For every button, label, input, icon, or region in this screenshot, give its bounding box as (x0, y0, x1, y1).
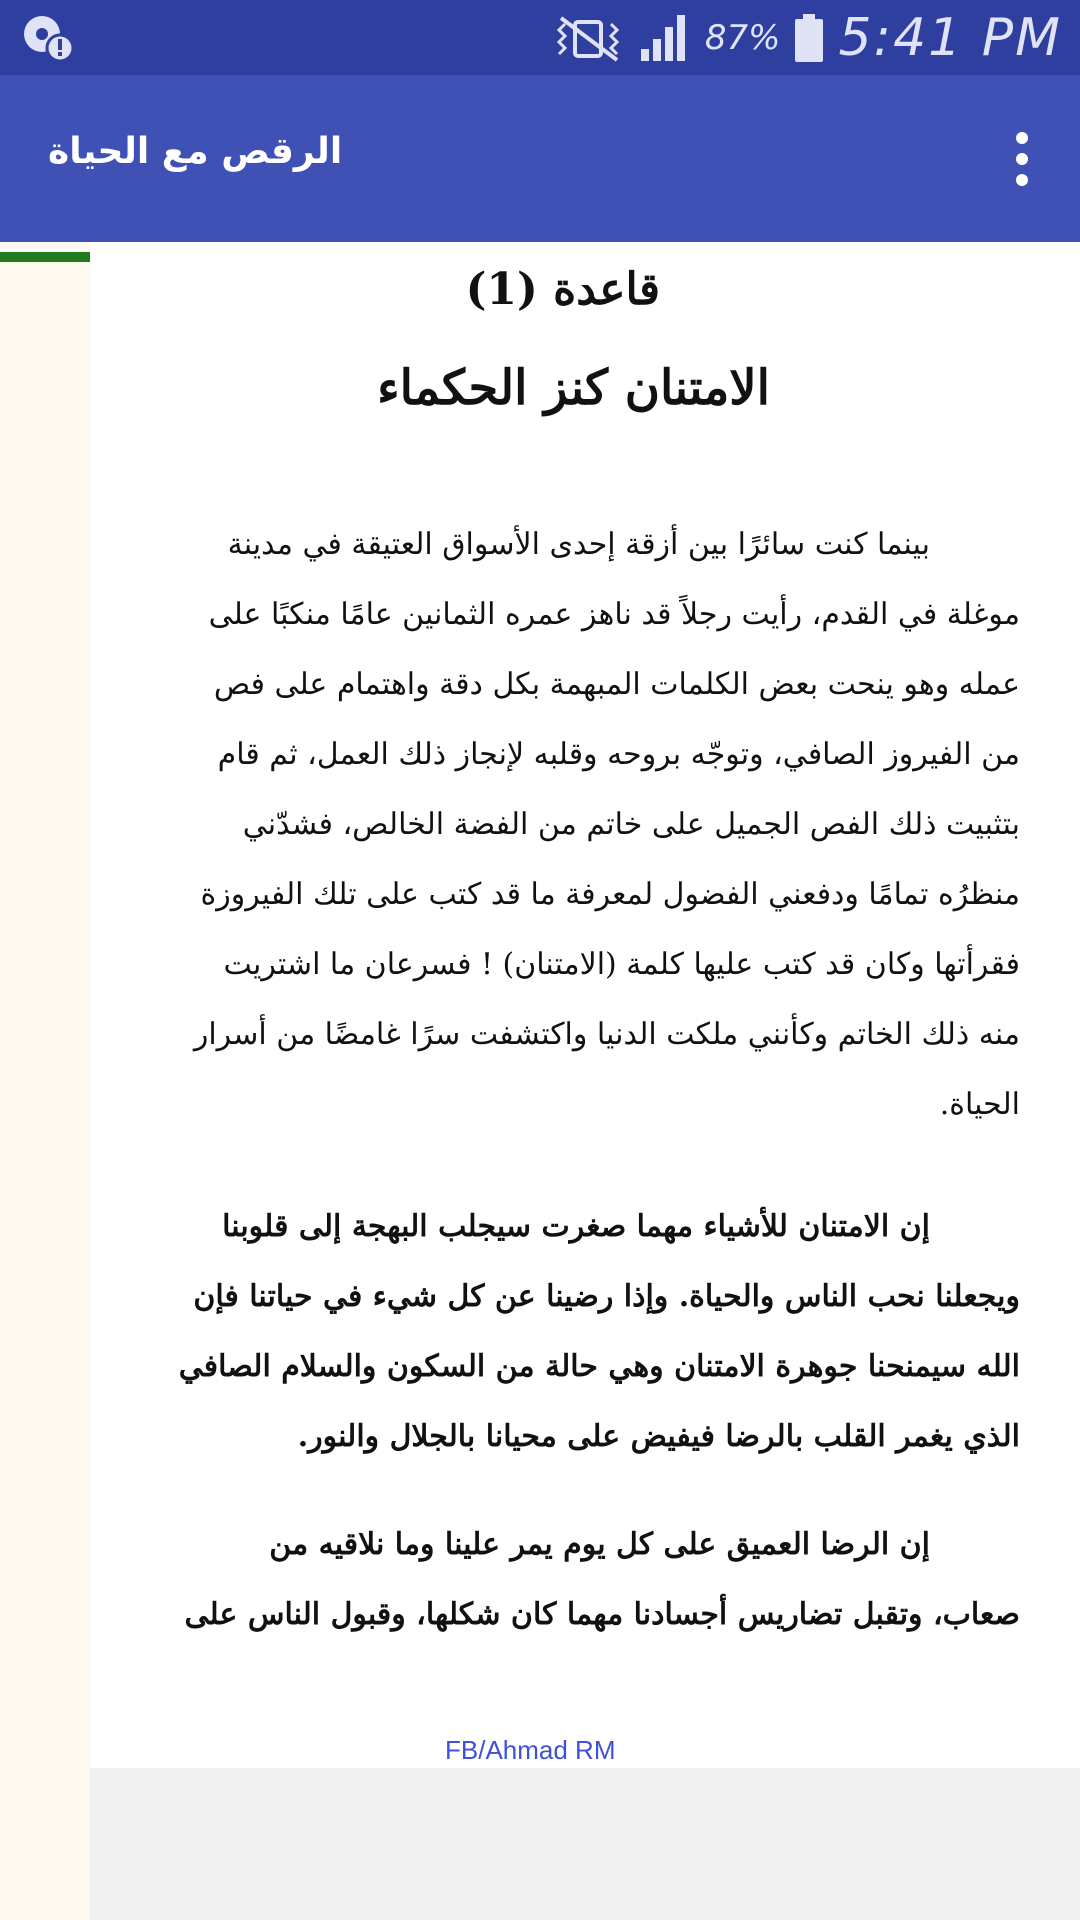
clock: 5:41 PM (838, 7, 1062, 68)
reading-progress-marker (0, 252, 90, 262)
text-line: الذي يغمر القلب بالرضا فيفيض على محيانا بالجلال والنور. (297, 1419, 1020, 1454)
paragraph-1 (194, 510, 1020, 1140)
battery-percent: 87% (704, 17, 781, 58)
chapter-title: الامتنان كنز الحكماء (377, 360, 770, 416)
text-line: إن الرضا العميق على كل يوم يمر علينا وما نلاقيه من (269, 1527, 930, 1562)
status-bar (0, 0, 1080, 75)
text-line: الحياة. (939, 1087, 1020, 1122)
text-line: صعاب، وتقبل تضاريس أجسادنا مهما كان شكلها، وقبول الناس على (184, 1597, 1020, 1632)
paragraph-2 (179, 1192, 1020, 1472)
menu-dot (1016, 132, 1028, 144)
text-line: بتثبيت ذلك الفص الجميل على خاتم من الفضة الخالص، فشدّني (242, 807, 1020, 842)
watermark: FB/Ahmad RM (445, 1735, 616, 1765)
menu-dot (1016, 174, 1028, 186)
vibrate-icon (551, 14, 625, 62)
app-bar (0, 75, 1080, 242)
battery-icon (794, 13, 824, 63)
signal-icon (639, 13, 691, 63)
overflow-menu-icon[interactable] (994, 127, 1050, 191)
app-title: الرقص مع الحياة (48, 131, 343, 172)
status-icons (551, 0, 1062, 75)
text-line: منظرُه تمامًا ودفعني الفضول لمعرفة ما قد كتب على تلك الفيروزة (200, 877, 1020, 912)
notification-alert-icon (20, 12, 76, 64)
text-line: عمله وهو ينحت بعض الكلمات المبهمة بكل دقة واهتمام على فص (213, 667, 1020, 702)
book-page[interactable] (90, 242, 1080, 1768)
rule-number-heading: قاعدة (1) (465, 264, 660, 315)
text-line: من الفيروز الصافي، وتوجّه بروحه وقلبه لإنجاز ذلك العمل، ثم قام (217, 737, 1020, 772)
text-line: موغلة في القدم، رأيت رجلاً قد ناهز عمره الثمانين عامًا منكبًا على (208, 597, 1020, 632)
text-line: منه ذلك الخاتم وكأنني ملكت الدنيا واكتشفت سرًا غامضًا من أسرار (193, 1017, 1020, 1052)
text-line: بينما كنت سائرًا بين أزقة إحدى الأسواق العتيقة في مدينة (227, 527, 930, 562)
menu-dot (1016, 153, 1028, 165)
text-line: ويجعلنا نحب الناس والحياة. وإذا رضينا عن كل شيء في حياتنا فإن (193, 1279, 1020, 1314)
page-margin-strip (0, 242, 90, 1920)
text-line: الله سيمنحنا جوهرة الامتنان وهي حالة من السكون والسلام الصافي (178, 1349, 1020, 1384)
text-line: إن الامتنان للأشياء مهما صغرت سيجلب البهجة إلى قلوبنا (222, 1209, 930, 1244)
paragraph-3 (185, 1510, 1020, 1650)
text-line: فقرأتها وكان قد كتب عليها كلمة (الامتنان) ! فسرعان ما اشتريت (223, 947, 1020, 982)
